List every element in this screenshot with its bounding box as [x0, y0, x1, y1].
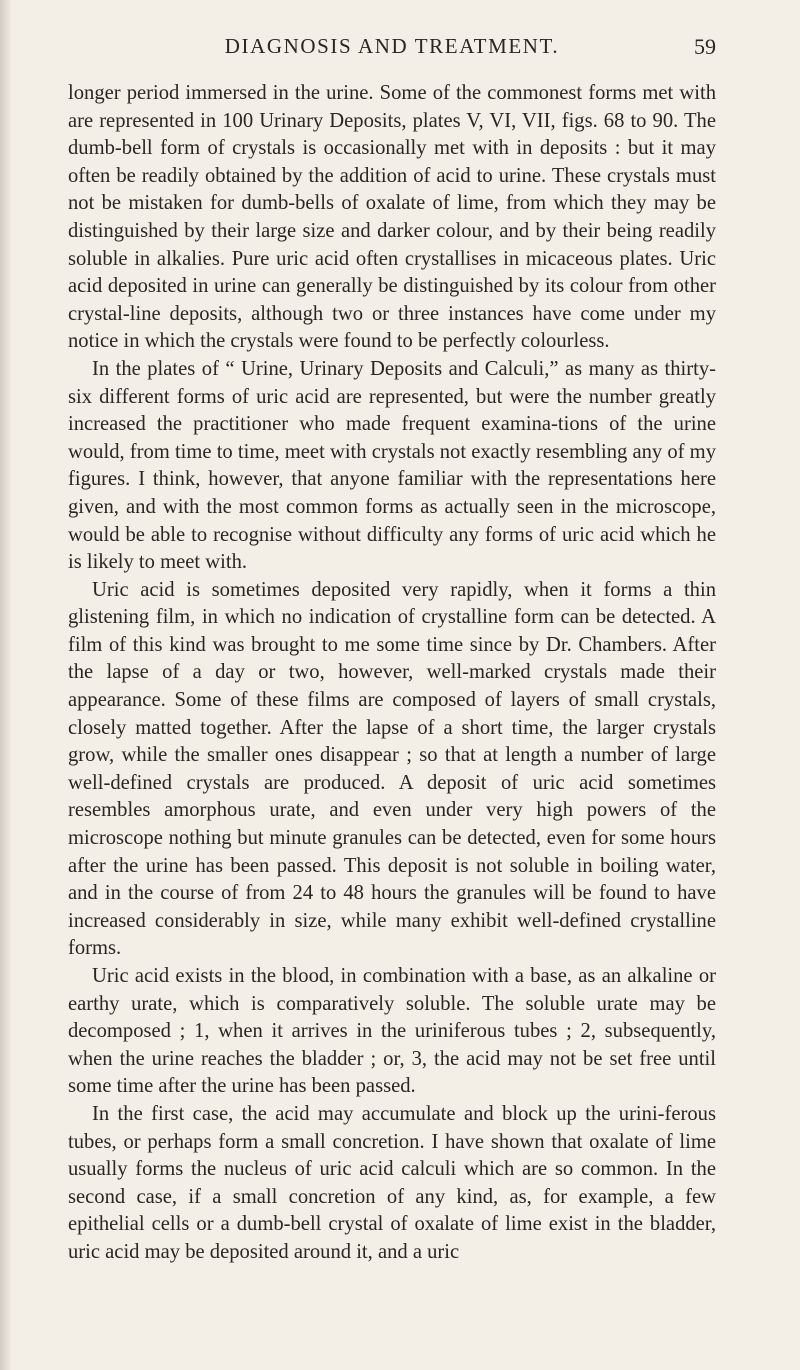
- paragraph-2: In the plates of “ Urine, Urinary Deposits and Calculi,” as many as thirty-six different forms of uric acid are represented, but were the number greatly increased the practitioner who made frequent examina-tions of the urine would, from time to time, meet with crystals not exactly resembling any of my figures. I think, however, that anyone familiar with the representations here given, and with the most common forms as actually seen in the microscope, would be able to recognise without difficulty any forms of uric acid which he is likely to meet with.: [68, 357, 716, 574]
- paragraph-5: In the first case, the acid may accumulate and block up the urini-ferous tubes, or perhaps form a small concretion. I have shown that oxalate of lime usually forms the nucleus of uric acid calculi which are so common. In the second case, if a small concretion of any kind, as, for example, a few epithelial cells or a dumb-bell crystal of oxalate of lime exist in the bladder, uric acid may be deposited around it, and a uric: [68, 1102, 716, 1263]
- paragraph-1: longer period immersed in the urine. Some of the commonest forms met with are represented in 100 Urinary Deposits, plates V, VI, VII, figs. 68 to 90. The dumb-bell form of crystals is occasionally met with in deposits : but it may often be readily obtained by the addition of acid to urine. These crystals must not be mistaken for dumb-bells of oxalate of lime, from which they may be distinguished by their large size and darker colour, and by their being readily soluble in alkalies. Pure uric acid often crystallises in micaceous plates. Uric acid deposited in urine can generally be distinguished by its colour from other crystal-line deposits, although two or three instances have come under my notice in which the crystals were found to be perfectly colourless.: [68, 82, 716, 353]
- page-header: [68, 34, 716, 64]
- paragraph-4: Uric acid exists in the blood, in combination with a base, as an alkaline or earthy urate, which is comparatively soluble. The soluble urate may be decomposed ; 1, when it arrives in the uriniferous tubes ; 2, subsequently, when the urine reaches the bladder ; or, 3, the acid may not be set free until some time after the urine has been passed.: [68, 965, 716, 1098]
- page-number: 59: [694, 34, 716, 59]
- body-text: [68, 80, 716, 1267]
- page-edge-shadow: [0, 0, 12, 1370]
- paragraph-3: Uric acid is sometimes deposited very rapidly, when it forms a thin glistening film, in which no indication of crystalline form can be detected. A film of this kind was brought to me some time since by Dr. Chambers. After the lapse of a day or two, however, well-marked crystals made their appearance. Some of these films are composed of layers of small crystals, closely matted together. After the lapse of a short time, the larger crystals grow, while the smaller ones disappear ; so that at length a number of large well-defined crystals are produced. A deposit of uric acid sometimes resembles amorphous urate, and even under very high powers of the microscope nothing but minute granules can be detected, even for some hours after the urine has been passed. This deposit is not soluble in boiling water, and in the course of from 24 to 48 hours the granules will be found to have increased considerably in size, while many exhibit well-defined crystalline forms.: [68, 578, 716, 960]
- running-head: DIAGNOSIS AND TREATMENT.: [224, 34, 560, 58]
